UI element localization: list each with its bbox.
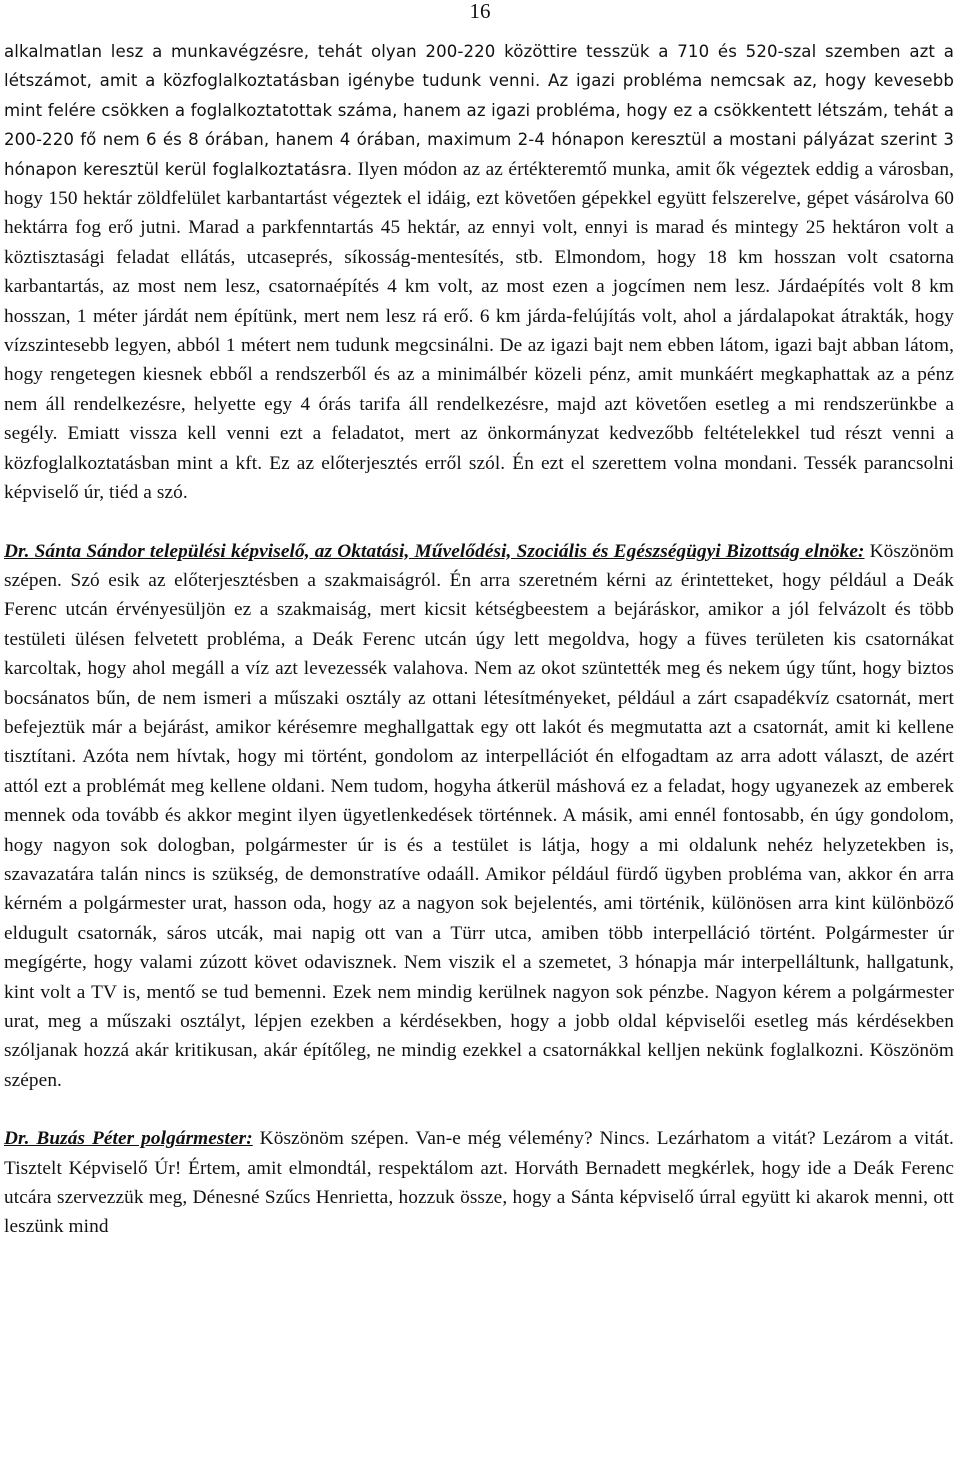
speech-text: Köszönöm szépen. Van-e még vélemény? Nincs. Lezárhatom a vitát? Lezárom a vitát. Tisztelt Képviselő Úr! Értem, amit elmondtál, respektálom azt. Horváth Bernadett megkérlek, hogy ide a Deák Ferenc utcára szervezzük meg, Dénesné Szűcs Henrietta, hozzuk össze, hogy a Sánta képviselő úrral együtt ki akarok menni, ott leszünk mind xyxy=(4,1128,954,1238)
document-body xyxy=(4,37,954,1242)
paragraph-mayor-continued xyxy=(4,37,954,508)
speech-text: Köszönöm szépen. Szó esik az előterjesztésben a szakmaiságról. Én arra szeretném kérni az érintetteket, hogy például a Deák Ferenc utcán érvényesüljön ez a szakmaiság, mert kicsit kétségbeestem a bejáráskor, amikor a jól felvázolt és több testületi ülésen felvetett probléma, a Deák Ferenc utcán úgy lett megoldva, hogy a füves területen kis csatornákat karcoltak, hogy ahol megáll a víz azt levezessék valahova. Nem az okot szüntették meg és nekem úgy tűnt, hogy biztos bocsánatos bűn, de nem ismeri a műszaki osztály az ottani létesítményeket, például a zárt csapadékvíz csatornát, mert befejeztük már a bejárást, amikor kérésemre meghallgattak egy ott lakót és megmutatta azt a csatornát, amit ki kellene tisztítani. Azóta nem hívtak, hogy mi történt, gondolom az interpellációt én elfogadtam az arra adott választ, de azért attól ezt a problémát meg kellene oldani. Nem tudom, hogyha átkerül máshová ez a feladat, hogy ugyanezek az emberek mennek oda tovább és akkor megint ilyen ügyetlenkedések történnek. A másik, ami ennél fontosabb, én úgy gondolom, hogy nagyon sok dologban, polgármester úr is és a testület is látja, hogy a mi oldalunk nehéz helyzetekben is, szavazatára talán nincs is szükség, de demonstratíve odaáll. Amikor például fürdő ügyben probléma van, akkor én arra kérném a polgármester urat, hasson oda, hogy az a nagyon sok bejelentés, ami történik, különösen arra kint különböző eldugult csatornák, sáros utcák, mai napig ott van a Türr utca, amiben több interpelláció történt. Polgármester úr megígérte, hogy valami zúzott követ odavisznek. Nem viszik el a szemetet, 3 hónapja már interpelláltunk, hallgatunk, kint volt a TV is, mentő se tud bemenni. Ezek nem mindig kerülnek nagyon sok pénzbe. Nagyon kérem a polgármester urat, meg a műszaki osztályt, lépjen ezekben a kérdésekben, hogy a jobb oldal képviselői esetleg más kérdésekben szóljanak hozzá akár kritikusan, akár építőleg, ne mindig ezekkel a csatornákkal kelljen nekünk foglalkozni. Köszönöm szépen. xyxy=(4,540,954,1091)
paragraph-buzas-peter xyxy=(4,1124,954,1242)
page-number: 16 xyxy=(469,0,491,23)
paragraph-spacer xyxy=(4,508,954,537)
paragraph-text-sans: alkalmatlan lesz a munkavégzésre, tehát olyan 200-220 közöttire tesszük a 710 és 520-szal szemben azt a létszámot, amit a közfoglalkoztatásban igénybe tudunk venni. Az igazi probléma nemcsak az, hogy kevesebb mint felére csökken a foglalkoztatottak száma, hanem az igazi probléma, hogy ez a csökkentett létszám, tehát a 200-220 fő nem 6 és 8 órában, hanem 4 órában, maximum 2-4 hónapon keresztül a mostani pályázat szerint 3 hónapon keresztül kerül foglalkoztatásra. xyxy=(4,42,954,179)
paragraph-santa-sandor xyxy=(4,537,954,1096)
paragraph-spacer xyxy=(4,1095,954,1124)
paragraph-text-serif: Ilyen módon az az értékteremtő munka, amit ők végeztek eddig a városban, hogy 150 hektár zöldfelület karbantartást végeztek el idáig, ezt követően gépekkel együtt felszerelve, gépet vásárolva 60 hektárra fog erő jutni. Marad a parkfenntartás 45 hektár, az ennyi volt, ennyi is marad és mintegy 25 hektáron volt a köztisztasági feladat ellátás, utcaseprés, síkosság-mentesítés, stb. Elmondom, hogy 18 km hosszan volt csatorna karbantartás, az most nem lesz, csatornaépítés 4 km volt, az most ezen a jogcímen nem lesz. Járdaépítés volt 8 km hosszan, 1 méter járdát nem építünk, mert nem lesz rá erő. 6 km járda-felújítás volt, ahol a járdalapokat átrakták, hogy vízszintesebb legyen, abból 1 métert nem tudunk megcsinálni. De az igazi bajt nem ebben látom, igazi bajt abban látom, hogy rengetegen kiesnek ebből a rendszerből és az a minimálbér közeli pénz, amit munkáért megkaphattak az a pénz nem áll rendelkezésre, helyette egy 4 órás tarifa áll rendelkezésre, majd azt követően esetleg a mi rendszerünkbe a segély. Emiatt vissza kell venni ezt a feladatot, mert az önkormányzat kedvezőbb feltételekkel tud részt venni a közfoglalkoztatásban mint a kft. Ez az előterjesztés erről szól. Én ezt el szerettem volna mondani. Tessék parancsolni képviselő úr, tiéd a szó. xyxy=(4,158,954,504)
speaker-label: Dr. Sánta Sándor települési képviselő, az Oktatási, Művelődési, Szociális és Egészségügyi Bizottság elnöke: xyxy=(4,540,865,562)
speaker-label: Dr. Buzás Péter polgármester: xyxy=(4,1128,253,1150)
